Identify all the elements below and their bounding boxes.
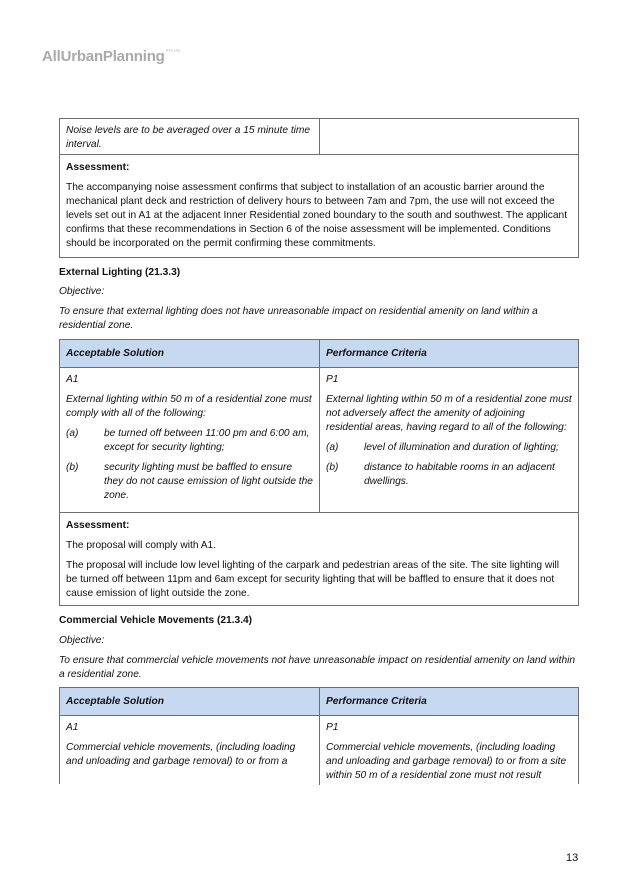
item-text: be turned off between 11:00 pm and 6:00 am, except for security lighting; xyxy=(104,428,310,453)
logo-text: AllUrbanPlanning xyxy=(42,48,165,65)
noise-assessment-text: The accompanying noise assessment confirms that subject to installation of an acoustic barrier around the mechanical plant deck and restriction of delivery hours to between 7am and 7pm, the use will not exceed the levels set out in A1 at the adjacent Inner Residential zoned boundary to the south and southwest. The applicant confirms that these recommendations in Section 6 of the noise assessment will be implemented. Conditions should be incorporated on the permit confirming these commitments. xyxy=(66,182,568,249)
objective-label: Objective: xyxy=(59,635,105,646)
list-item xyxy=(326,441,572,455)
p-intro: External lighting within 50 m of a residential zone must not adversely affect the amenity of adjoining residential areas, having regard to all of the following: xyxy=(326,394,572,433)
performance-criteria-cell xyxy=(320,368,578,512)
list-item xyxy=(66,461,313,503)
item-label: (b) xyxy=(326,462,339,473)
lighting-assessment-cell xyxy=(60,513,578,607)
noise-table-row xyxy=(60,119,578,155)
commercial-table xyxy=(59,687,579,784)
a-code: A1 xyxy=(66,374,79,385)
item-label: (a) xyxy=(66,428,79,439)
section-title-commercial-vehicles: Commercial Vehicle Movements (21.3.4) xyxy=(59,615,253,626)
list-item xyxy=(66,427,313,455)
assessment-detail: The proposal will include low level lighting of the carpark and pedestrian areas of the site. The site lighting will be turned off between 11pm and 6am except for security lighting that will be baffled to ensure that it does not cause emission of light outside the zone. xyxy=(66,560,560,599)
noise-assessment-cell xyxy=(60,155,578,257)
performance-criteria-cell xyxy=(320,716,578,785)
acceptable-solution-cell xyxy=(60,368,320,512)
table-header-row xyxy=(60,340,578,368)
noise-criteria-table xyxy=(59,118,579,258)
acceptable-solution-cell xyxy=(60,716,320,785)
objective-text: To ensure that external lighting does not have unreasonable impact on residential amenity on land within a residential zone. xyxy=(59,306,538,331)
assessment-compliance: The proposal will comply with A1. xyxy=(66,540,217,551)
noise-averaging-cell: Noise levels are to be averaged over a 15 minute time interval. xyxy=(60,119,320,154)
objective-text: To ensure that commercial vehicle movements not have unreasonable impact on residential amenity on land within a residential zone. xyxy=(59,655,576,680)
col-performance-criteria: Performance Criteria xyxy=(326,696,427,707)
a-code: A1 xyxy=(66,722,79,733)
p-code: P1 xyxy=(326,374,339,385)
item-text: level of illumination and duration of lighting; xyxy=(364,442,559,453)
logo-mark: PTY LTD xyxy=(165,48,181,53)
assessment-heading: Assessment: xyxy=(66,520,130,531)
assessment-heading: Assessment: xyxy=(66,162,130,173)
empty-cell xyxy=(320,119,578,154)
a-text: Commercial vehicle movements, (including loading and unloading and garbage removal) to or from a xyxy=(66,742,296,767)
a-intro: External lighting within 50 m of a residential zone must comply with all of the following: xyxy=(66,394,312,419)
col-performance-criteria: Performance Criteria xyxy=(326,348,427,359)
lighting-criteria-row xyxy=(60,368,578,513)
section-title-external-lighting: External Lighting (21.3.3) xyxy=(59,267,181,278)
lighting-table xyxy=(59,339,579,606)
item-text: security lighting must be baffled to ensure they do not cause emission of light outside the zone. xyxy=(104,462,313,501)
p-code: P1 xyxy=(326,722,339,733)
page-number: 13 xyxy=(566,852,579,864)
company-logo xyxy=(42,44,180,64)
objective-label: Objective: xyxy=(59,286,105,297)
p-text: Commercial vehicle movements, (including loading and unloading and garbage removal) to or from a site within 50 m of a residential zone must not result xyxy=(326,742,567,781)
table-header-row xyxy=(60,688,578,716)
item-label: (a) xyxy=(326,442,339,453)
item-text: distance to habitable rooms in an adjacent dwellings. xyxy=(364,462,555,487)
col-acceptable-solution: Acceptable Solution xyxy=(60,688,320,715)
list-item xyxy=(326,461,572,489)
item-label: (b) xyxy=(66,462,79,473)
commercial-criteria-row xyxy=(60,716,578,785)
col-acceptable-solution: Acceptable Solution xyxy=(60,340,320,367)
